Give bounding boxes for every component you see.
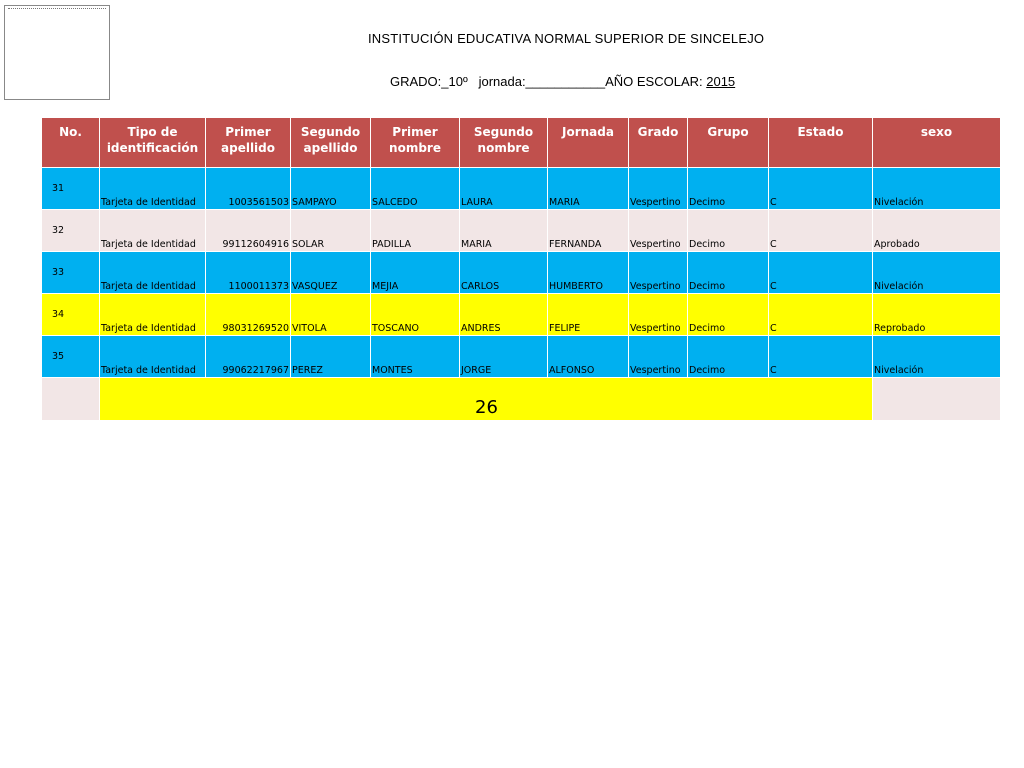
cell-tipo: Tarjeta de Identidad [100,252,206,294]
cell-id: 1100011373 [206,252,291,294]
cell-jornada: Vespertino [629,168,688,210]
cell-id: 99062217967 [206,336,291,378]
table-row [42,336,1001,378]
cell-segundo-apellido: PADILLA [371,210,460,252]
cell-sexo: Nivelación [873,168,1001,210]
cell-jornada: Vespertino [629,252,688,294]
cell-grupo: C [769,294,873,336]
cell-segundo-nombre: MARIA [548,168,629,210]
cell-jornada: Vespertino [629,294,688,336]
column-header: No. [42,118,100,168]
cell-tipo: Tarjeta de Identidad [100,168,206,210]
cell-segundo-nombre: ALFONSO [548,336,629,378]
grado-label: GRADO:_10º [390,74,468,89]
cell-segundo-nombre: FERNANDA [548,210,629,252]
cell-sexo: Reprobado [873,294,1001,336]
cell-no: 35 [42,336,100,378]
cell-primer-apellido: VASQUEZ [291,252,371,294]
cell-sexo: Aprobado [873,210,1001,252]
cell-id: 1003561503 [206,168,291,210]
cell-jornada: Vespertino [629,210,688,252]
cell-primer-nombre: CARLOS [460,252,548,294]
cell-jornada: Vespertino [629,336,688,378]
column-header: Grado [629,118,688,168]
cell-no: 31 [42,168,100,210]
jornada-label: jornada:___________ [478,74,606,89]
table-header-row [42,118,1001,168]
column-header: Primer nombre [371,118,460,168]
cell-grado: Decimo [688,210,769,252]
cell-sexo: Nivelación [873,336,1001,378]
column-header: Grupo [688,118,769,168]
cell-sexo: Nivelación [873,252,1001,294]
total-blank-cell [42,378,100,421]
cell-grupo: C [769,210,873,252]
column-header: Segundo nombre [460,118,548,168]
table-row [42,210,1001,252]
anio-value: 2015 [706,74,736,89]
total-row [42,378,1001,421]
cell-grupo: C [769,168,873,210]
cell-segundo-apellido: MEJIA [371,252,460,294]
page-title: INSTITUCIÓN EDUCATIVA NORMAL SUPERIOR DE SINCELEJO [368,31,765,46]
cell-tipo: Tarjeta de Identidad [100,336,206,378]
cell-no: 34 [42,294,100,336]
column-header: Estado [769,118,873,168]
cell-primer-nombre: LAURA [460,168,548,210]
table-row [42,252,1001,294]
cell-primer-apellido: SAMPAYO [291,168,371,210]
cell-grado: Decimo [688,168,769,210]
table-row [42,168,1001,210]
cell-grado: Decimo [688,336,769,378]
total-blank-cell [873,378,1001,421]
cell-tipo: Tarjeta de Identidad [100,294,206,336]
cell-primer-nombre: JORGE [460,336,548,378]
cell-primer-nombre: ANDRES [460,294,548,336]
cell-grupo: C [769,252,873,294]
cell-grupo: C [769,336,873,378]
cell-grado: Decimo [688,252,769,294]
column-header: sexo [873,118,1001,168]
column-header: Segundo apellido [291,118,371,168]
cell-primer-nombre: MARIA [460,210,548,252]
column-header: Tipo de identificación [100,118,206,168]
cell-tipo: Tarjeta de Identidad [100,210,206,252]
cell-segundo-nombre: FELIPE [548,294,629,336]
total-value: 26 [100,378,873,421]
cell-primer-apellido: VITOLA [291,294,371,336]
page-subtitle [390,74,735,89]
cell-id: 98031269520 [206,294,291,336]
column-header: Primer apellido [206,118,291,168]
cell-segundo-apellido: TOSCANO [371,294,460,336]
cell-no: 32 [42,210,100,252]
students-table [41,117,1001,421]
cell-no: 33 [42,252,100,294]
cell-grado: Decimo [688,294,769,336]
anio-label: AÑO ESCOLAR: [605,74,707,89]
column-header: Jornada [548,118,629,168]
table-row [42,294,1001,336]
cell-segundo-apellido: MONTES [371,336,460,378]
logo-caption-line [8,8,106,12]
cell-segundo-nombre: HUMBERTO [548,252,629,294]
cell-primer-apellido: SOLAR [291,210,371,252]
cell-segundo-apellido: SALCEDO [371,168,460,210]
logo-placeholder [4,5,110,100]
cell-primer-apellido: PEREZ [291,336,371,378]
cell-id: 99112604916 [206,210,291,252]
